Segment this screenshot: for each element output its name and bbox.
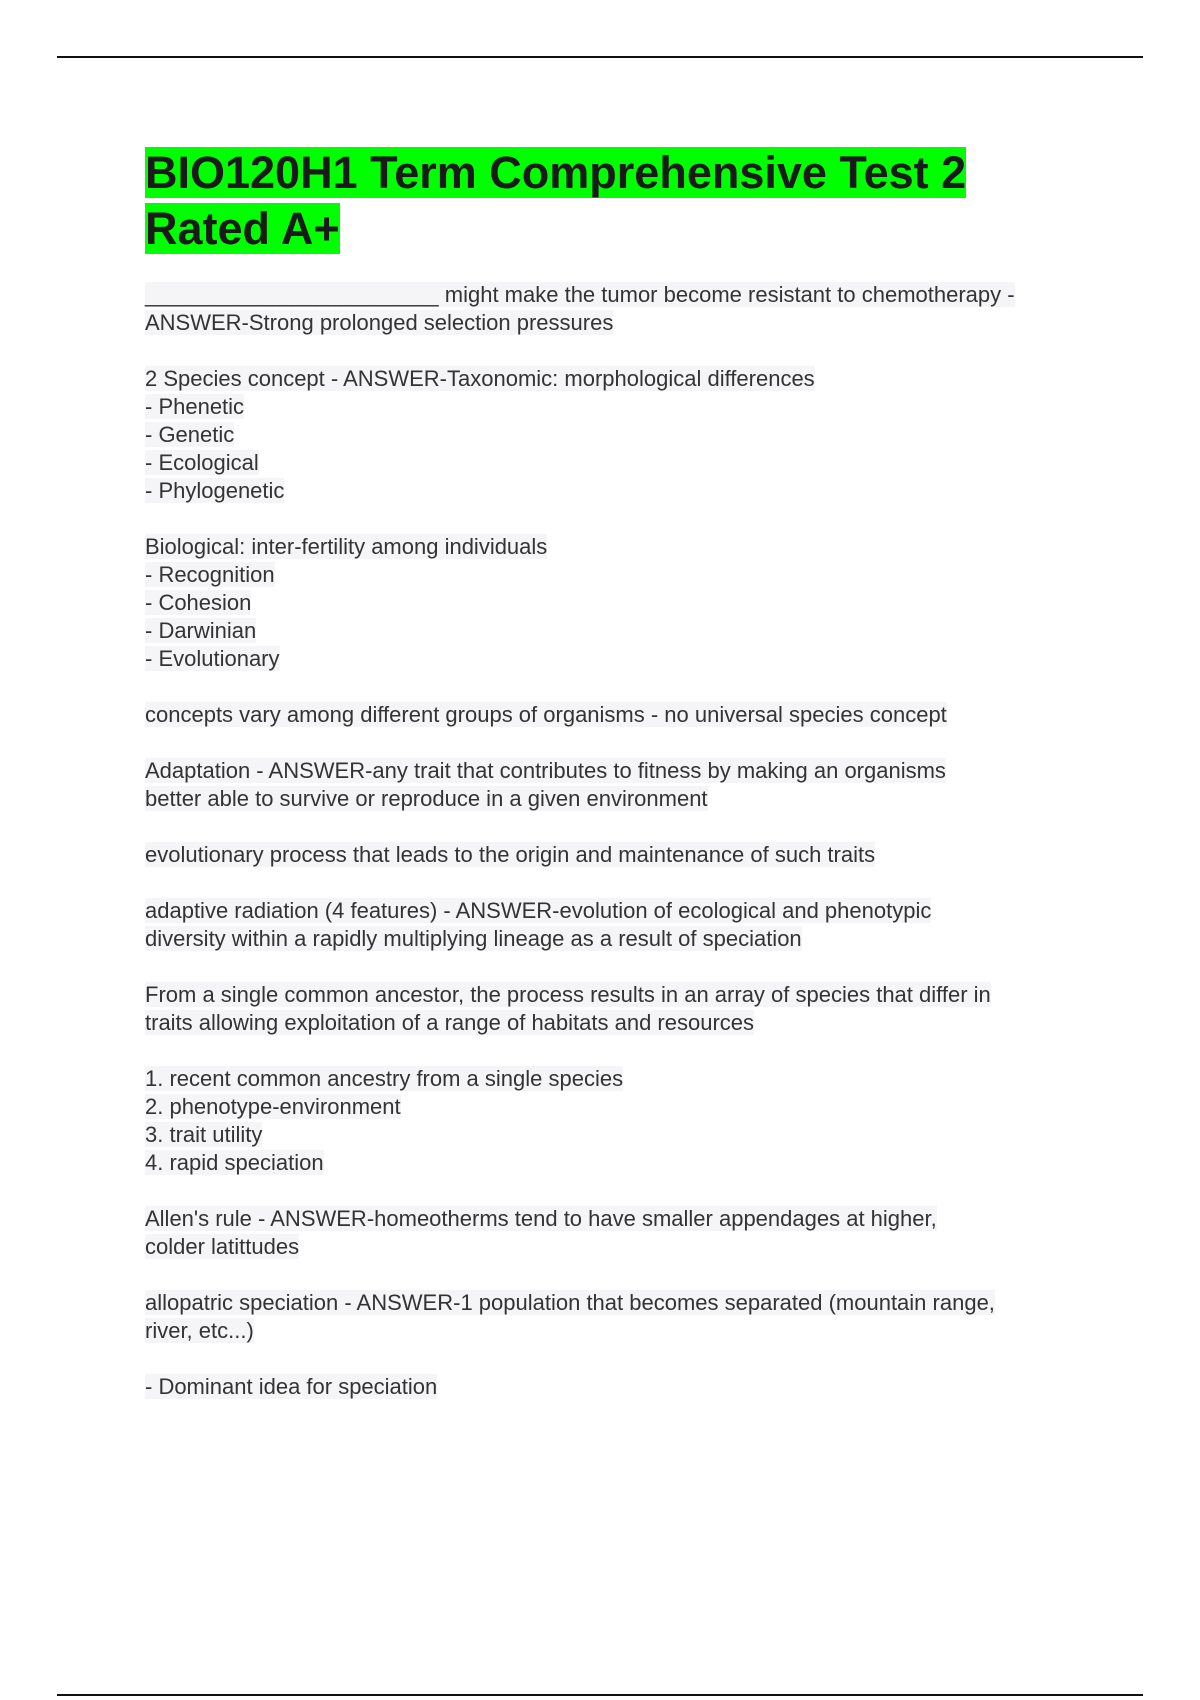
text-line-content: Allen's rule - ANSWER-homeotherms tend to have smaller appendages at higher, xyxy=(145,1206,937,1231)
qa-paragraph xyxy=(145,365,1095,505)
text-line-content: - Phenetic xyxy=(145,394,245,419)
text-line xyxy=(145,1149,1095,1177)
text-line-content: - Genetic xyxy=(145,422,235,447)
text-line-content: 1. recent common ancestry from a single species xyxy=(145,1066,624,1091)
text-line xyxy=(145,561,1095,589)
text-line-content: adaptive radiation (4 features) - ANSWER-evolution of ecological and phenotypic xyxy=(145,898,932,923)
text-line-content: - Recognition xyxy=(145,562,275,587)
qa-paragraph xyxy=(145,981,1095,1037)
text-line-content: 2. phenotype-environment xyxy=(145,1094,401,1119)
qa-paragraph xyxy=(145,841,1095,869)
text-line xyxy=(145,981,1095,1009)
qa-paragraph xyxy=(145,757,1095,813)
text-line-content: - Phylogenetic xyxy=(145,478,285,503)
text-line xyxy=(145,841,1095,869)
text-line xyxy=(145,281,1095,309)
text-line xyxy=(145,925,1095,953)
text-line xyxy=(145,365,1095,393)
text-line-content: concepts vary among different groups of organisms - no universal species concept xyxy=(145,702,947,727)
text-line xyxy=(145,785,1095,813)
text-line xyxy=(145,1009,1095,1037)
text-line-content: Biological: inter-fertility among individuals xyxy=(145,534,548,559)
text-line xyxy=(145,393,1095,421)
document-body xyxy=(145,145,1095,1429)
text-line-content: - Ecological xyxy=(145,450,259,475)
page-bottom-rule xyxy=(57,1694,1143,1696)
text-line xyxy=(145,645,1095,673)
title-line-1: BIO120H1 Term Comprehensive Test 2 xyxy=(145,147,967,198)
title-line-2: Rated A+ xyxy=(145,203,340,254)
text-line-content: - Darwinian xyxy=(145,618,257,643)
qa-paragraph xyxy=(145,281,1095,337)
document-title xyxy=(145,145,1095,257)
text-line-content: 3. trait utility xyxy=(145,1122,263,1147)
text-line-content: river, etc...) xyxy=(145,1318,254,1343)
text-line xyxy=(145,757,1095,785)
text-line-content: - Dominant idea for speciation xyxy=(145,1374,438,1399)
text-line-content: - Cohesion xyxy=(145,590,252,615)
qa-paragraph xyxy=(145,1373,1095,1401)
text-line-content: From a single common ancestor, the process results in an array of species that differ in xyxy=(145,982,991,1007)
text-line xyxy=(145,701,1095,729)
text-line-content: ANSWER-Strong prolonged selection pressures xyxy=(145,310,614,335)
text-line-content: better able to survive or reproduce in a given environment xyxy=(145,786,708,811)
text-line xyxy=(145,477,1095,505)
text-line xyxy=(145,589,1095,617)
text-line xyxy=(145,449,1095,477)
text-line-content: diversity within a rapidly multiplying lineage as a result of speciation xyxy=(145,926,802,951)
text-line-content: 2 Species concept - ANSWER-Taxonomic: morphological differences xyxy=(145,366,815,391)
qa-paragraph xyxy=(145,1205,1095,1261)
text-line xyxy=(145,1373,1095,1401)
text-line xyxy=(145,1233,1095,1261)
text-line-content: 4. rapid speciation xyxy=(145,1150,324,1175)
page-top-rule xyxy=(57,56,1143,58)
text-line xyxy=(145,617,1095,645)
qa-paragraph xyxy=(145,897,1095,953)
text-line xyxy=(145,1289,1095,1317)
text-line xyxy=(145,309,1095,337)
text-line xyxy=(145,1093,1095,1121)
text-line-content: evolutionary process that leads to the origin and maintenance of such traits xyxy=(145,842,876,867)
qa-paragraph xyxy=(145,1289,1095,1345)
text-line-content: allopatric speciation - ANSWER-1 population that becomes separated (mountain range, xyxy=(145,1290,995,1315)
text-line-content: - Evolutionary xyxy=(145,646,280,671)
text-line xyxy=(145,1065,1095,1093)
qa-blocks xyxy=(145,281,1095,1401)
text-line-content: ________________________ might make the tumor become resistant to chemotherapy - xyxy=(145,282,1015,307)
text-line-content: colder latittudes xyxy=(145,1234,300,1259)
text-line xyxy=(145,533,1095,561)
qa-paragraph xyxy=(145,533,1095,673)
text-line-content: traits allowing exploitation of a range of habitats and resources xyxy=(145,1010,755,1035)
qa-paragraph xyxy=(145,1065,1095,1177)
text-line xyxy=(145,1317,1095,1345)
text-line xyxy=(145,1121,1095,1149)
text-line xyxy=(145,1205,1095,1233)
text-line xyxy=(145,421,1095,449)
text-line xyxy=(145,897,1095,925)
text-line-content: Adaptation - ANSWER-any trait that contributes to fitness by making an organisms xyxy=(145,758,946,783)
qa-paragraph xyxy=(145,701,1095,729)
